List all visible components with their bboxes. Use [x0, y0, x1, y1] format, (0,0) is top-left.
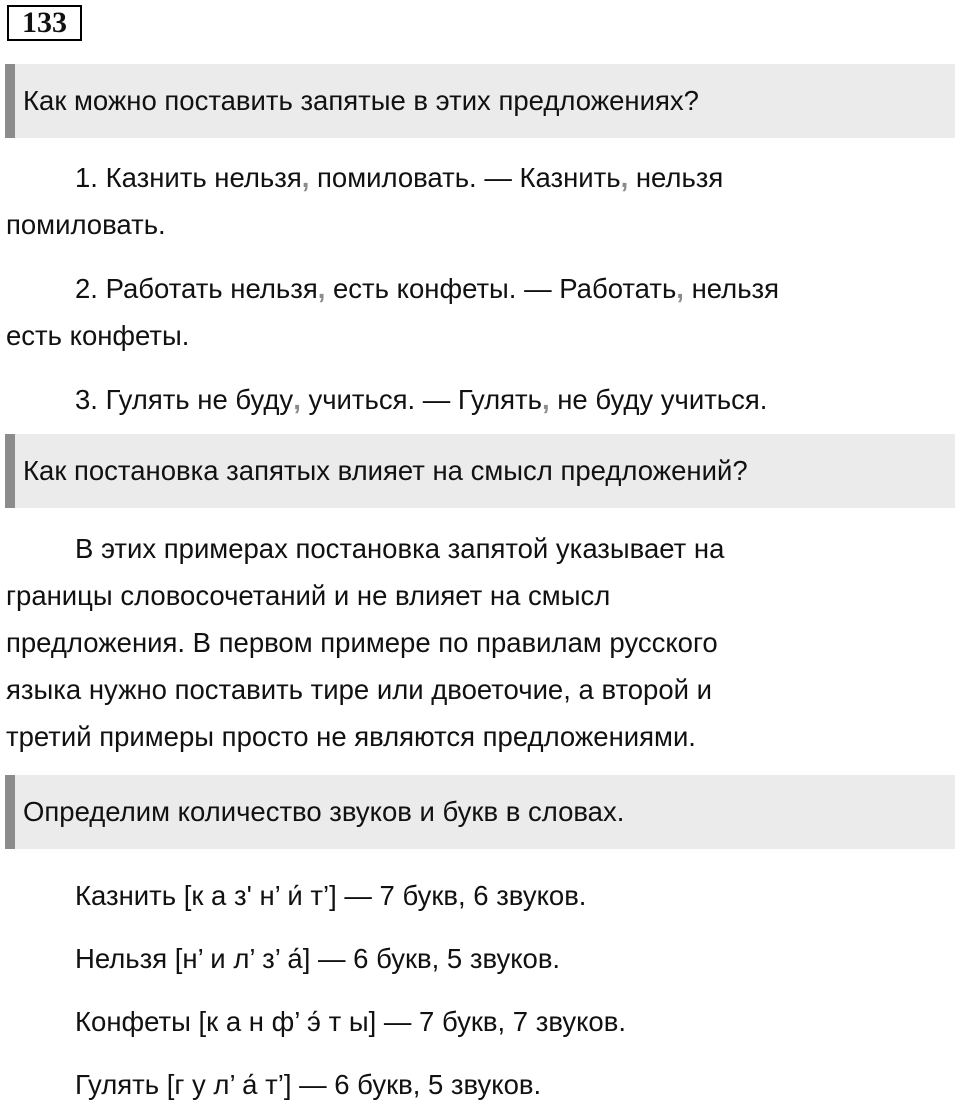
question-meaning: Как постановка запятых влияет на смысл предложений?: [5, 434, 955, 508]
sentence-3: [6, 376, 950, 423]
word-analysis-item: Гулять [г у л’ а́ т’] — 6 букв, 5 звуков.: [75, 1069, 542, 1100]
sentence-3-text-a: 3. Гулять не буду: [75, 384, 294, 415]
word-analysis-list: [6, 864, 950, 1116]
question-sounds-letters: Определим количество звуков и букв в словах.: [5, 775, 955, 849]
highlighted-comma: ,: [541, 384, 550, 415]
question-comma-placement: Как можно поставить запятые в этих предложениях?: [5, 64, 955, 138]
word-analysis-item: Нельзя [н’ и л’ з’ а́] — 6 букв, 5 звуков.: [75, 943, 561, 974]
sentence-2-text-c: нельзя: [683, 273, 780, 304]
sentence-1-line-2: помиловать.: [6, 209, 166, 240]
task-number: 133: [7, 5, 82, 41]
sentence-2: [6, 265, 950, 359]
highlighted-comma: ,: [301, 162, 310, 193]
sentence-1-text-b: помиловать. — Казнить: [309, 162, 621, 193]
sentence-3-text-c: не буду учиться.: [549, 384, 768, 415]
sentence-2-text-a: 2. Работать нельзя: [75, 273, 318, 304]
sentence-1-line-1: [6, 154, 950, 201]
sentence-2-line-1: [6, 265, 950, 312]
sentence-1-text-c: нельзя: [628, 162, 724, 193]
answer-line: предложения. В первом примере по правилам русского: [6, 627, 718, 658]
sentence-3-line-1: [6, 376, 950, 423]
highlighted-comma: ,: [620, 162, 629, 193]
sentence-3-text-b: учиться. — Гулять: [300, 384, 542, 415]
highlighted-comma: ,: [317, 273, 326, 304]
answer-line: третий примеры просто не являются предложениями.: [6, 721, 696, 752]
highlighted-comma: ,: [676, 273, 684, 304]
word-analysis-item: Казнить [к а з' н’ и́ т’] — 7 букв, 6 звуков.: [75, 880, 587, 911]
word-analysis-item: Конфеты [к а н ф’ э́ т ы] — 7 букв, 7 звуков.: [75, 1006, 626, 1037]
sentence-1: [6, 154, 950, 248]
sentence-2-line-2: есть конфеты.: [6, 320, 190, 351]
answer-line: границы словосочетаний и не влияет на смысл: [6, 580, 611, 611]
sentence-2-text-b: есть конфеты. — Работать: [325, 273, 677, 304]
answer-paragraph: [6, 525, 950, 760]
answer-line: языка нужно поставить тире или двоеточие, а второй и: [6, 674, 712, 705]
sentence-1-text-a: 1. Казнить нельзя: [75, 162, 302, 193]
highlighted-comma: ,: [293, 384, 301, 415]
answer-line: В этих примерах постановка запятой указывает на: [75, 533, 725, 564]
